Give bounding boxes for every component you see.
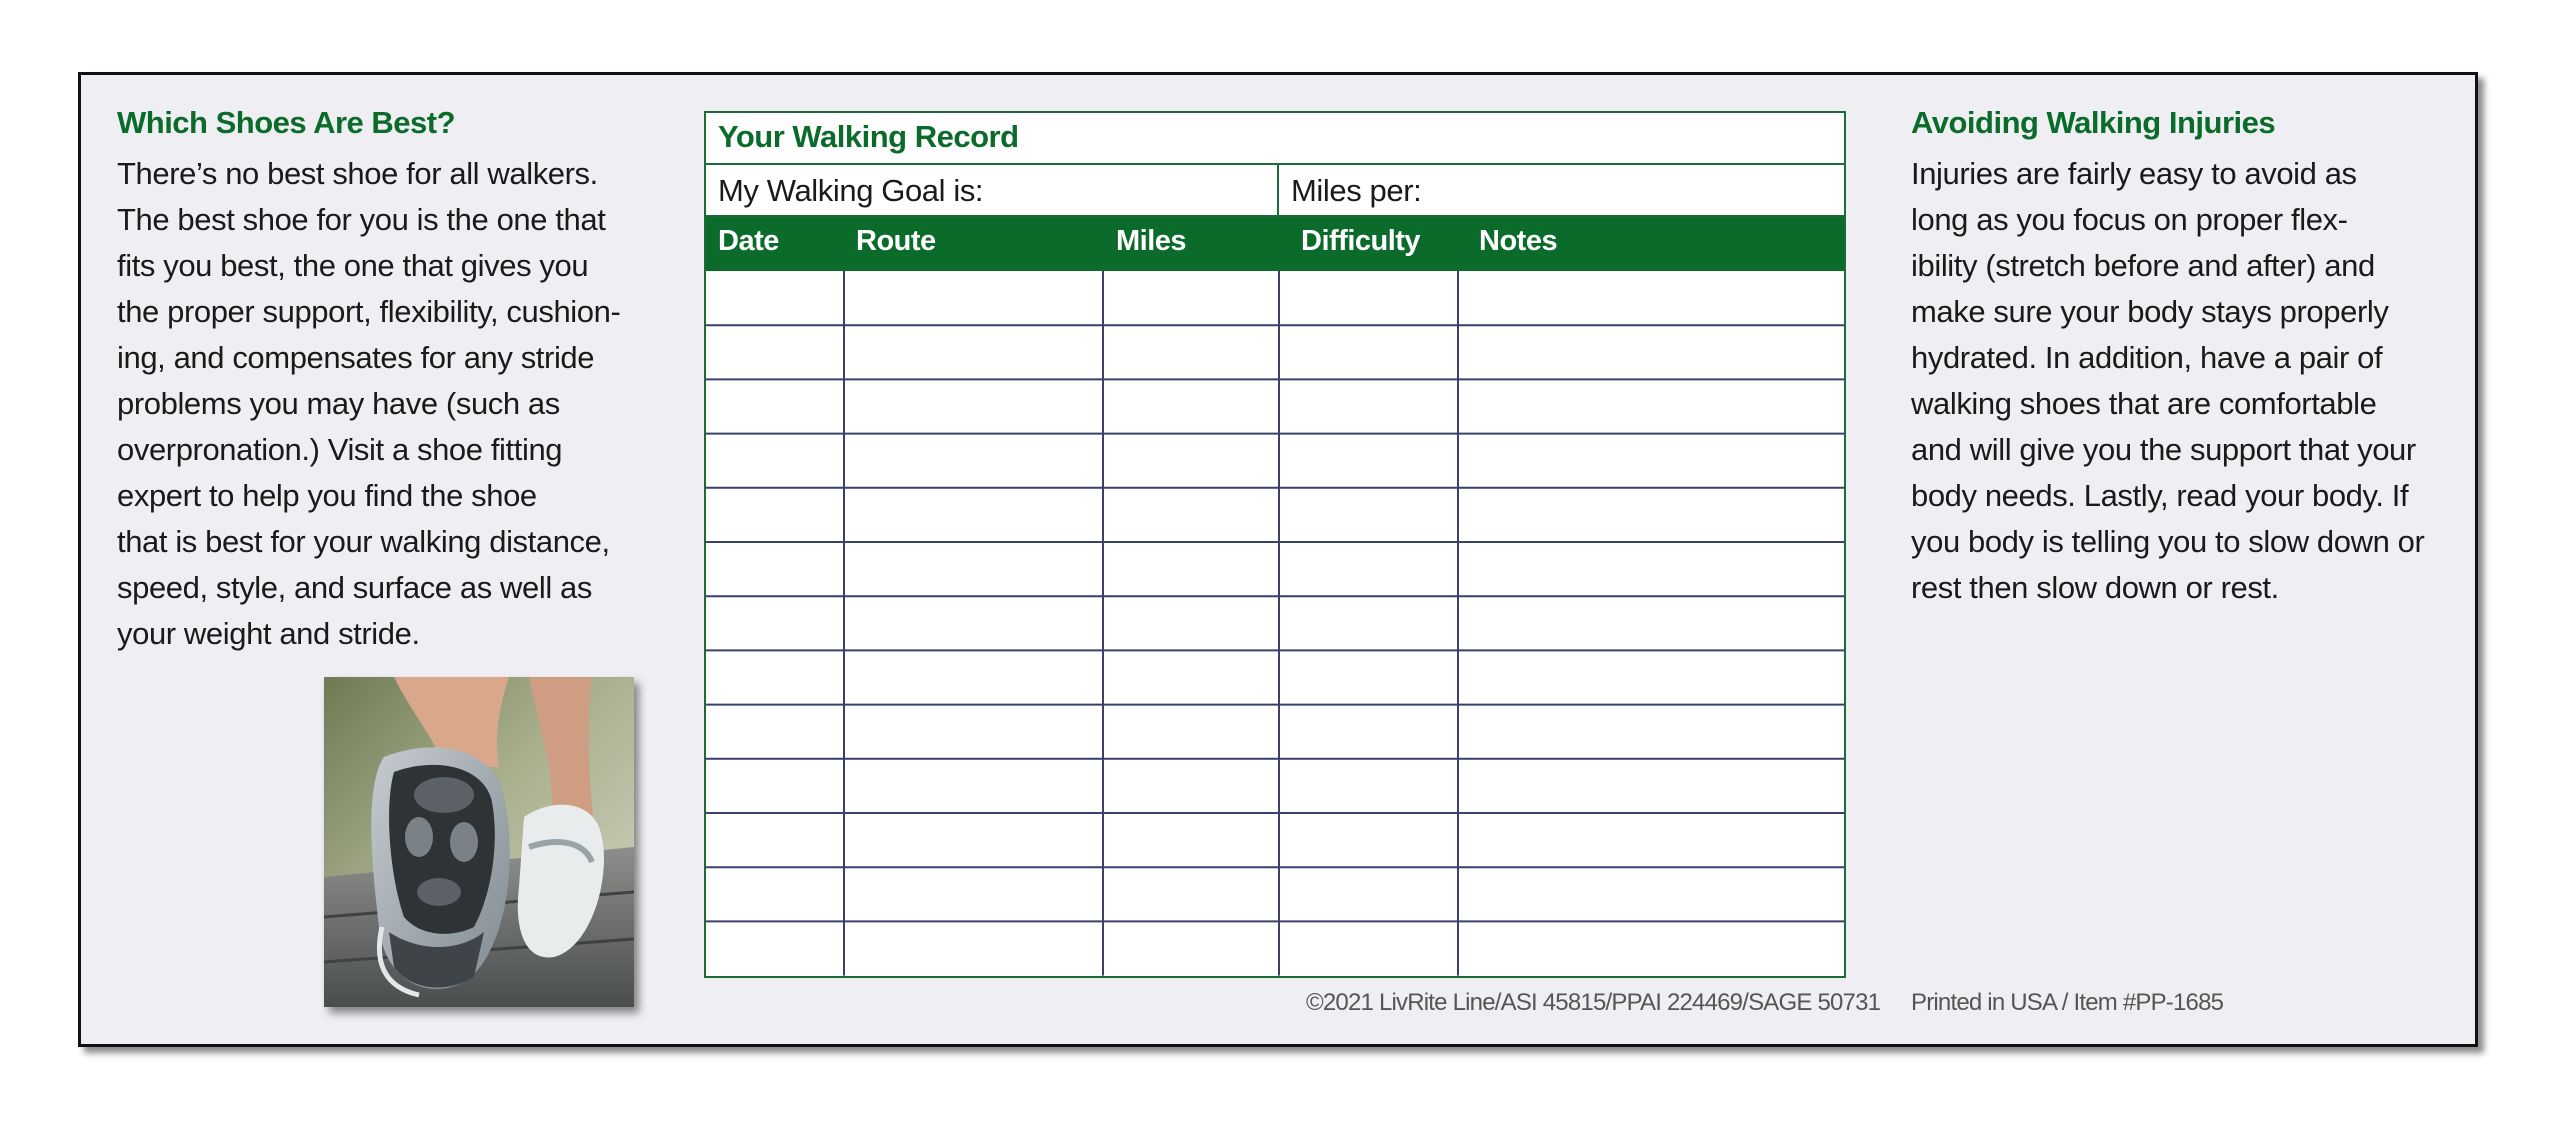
- record-title: Your Walking Record: [718, 119, 1019, 154]
- injuries-line: rest then slow down or rest.: [1911, 570, 2279, 605]
- shoes-line: expert to help you find the shoe: [117, 478, 537, 513]
- injuries-line: make sure your body stays properly: [1911, 294, 2389, 329]
- injuries-line: walking shoes that are comfortable: [1911, 386, 2377, 421]
- injuries-paragraph: [1911, 151, 2424, 611]
- record-cell-notes[interactable]: [1458, 325, 1844, 379]
- record-cell-date[interactable]: [706, 813, 844, 867]
- record-cell-route[interactable]: [844, 921, 1103, 975]
- injuries-line: you body is telling you to slow down or: [1911, 524, 2425, 559]
- walking-shoe-photo: [324, 677, 634, 1007]
- column-header-notes: Notes: [1479, 225, 1558, 257]
- record-cell-notes[interactable]: [1458, 434, 1844, 488]
- record-cell-difficulty[interactable]: [1279, 759, 1458, 813]
- record-cell-date[interactable]: [706, 650, 844, 704]
- shoes-line: problems you may have (such as: [117, 386, 560, 421]
- record-grid: [706, 271, 1844, 976]
- walking-goal-field[interactable]: [706, 165, 1279, 215]
- walking-goal-label: My Walking Goal is:: [718, 173, 984, 208]
- record-cell-route[interactable]: [844, 271, 1103, 325]
- record-cell-route[interactable]: [844, 596, 1103, 650]
- injuries-line: hydrated. In addition, have a pair of: [1911, 340, 2383, 375]
- record-cell-route[interactable]: [844, 488, 1103, 542]
- walking-record-table: [704, 111, 1846, 978]
- record-title-row: [706, 113, 1844, 165]
- record-cell-route[interactable]: [844, 542, 1103, 596]
- shoes-line: The best shoe for you is the one that: [117, 202, 606, 237]
- record-cell-route[interactable]: [844, 434, 1103, 488]
- record-cell-route[interactable]: [844, 379, 1103, 433]
- record-cell-difficulty[interactable]: [1279, 379, 1458, 433]
- record-cell-route[interactable]: [844, 759, 1103, 813]
- record-cell-miles[interactable]: [1103, 705, 1279, 759]
- record-cell-difficulty[interactable]: [1279, 921, 1458, 975]
- record-cell-miles[interactable]: [1103, 379, 1279, 433]
- record-cell-notes[interactable]: [1458, 867, 1844, 921]
- record-cell-date[interactable]: [706, 921, 844, 975]
- shoes-line: fits you best, the one that gives you: [117, 248, 589, 283]
- record-cell-difficulty[interactable]: [1279, 271, 1458, 325]
- record-cell-notes[interactable]: [1458, 705, 1844, 759]
- shoe-illustration: [324, 677, 634, 1007]
- record-cell-notes[interactable]: [1458, 596, 1844, 650]
- shoes-line: ing, and compensates for any stride: [117, 340, 595, 375]
- record-cell-date[interactable]: [706, 271, 844, 325]
- record-cell-miles[interactable]: [1103, 325, 1279, 379]
- record-cell-notes[interactable]: [1458, 271, 1844, 325]
- record-cell-date[interactable]: [706, 759, 844, 813]
- record-cell-miles[interactable]: [1103, 542, 1279, 596]
- record-cell-date[interactable]: [706, 867, 844, 921]
- shoes-line: that is best for your walking distance,: [117, 524, 610, 559]
- injuries-line: body needs. Lastly, read your body. If: [1911, 478, 2409, 513]
- record-cell-difficulty[interactable]: [1279, 542, 1458, 596]
- printed-in-notice: Printed in USA / Item #PP-1685: [1911, 989, 2224, 1016]
- column-header-difficulty: Difficulty: [1301, 225, 1421, 257]
- column-header-date: Date: [718, 225, 779, 257]
- shoes-line: speed, style, and surface as well as: [117, 570, 592, 605]
- record-cell-date[interactable]: [706, 705, 844, 759]
- record-cell-route[interactable]: [844, 813, 1103, 867]
- record-cell-notes[interactable]: [1458, 921, 1844, 975]
- record-cell-notes[interactable]: [1458, 650, 1844, 704]
- record-cell-notes[interactable]: [1458, 813, 1844, 867]
- shoes-heading: Which Shoes Are Best?: [117, 105, 456, 140]
- record-cell-miles[interactable]: [1103, 813, 1279, 867]
- shoes-line: There’s no best shoe for all walkers.: [117, 156, 598, 191]
- record-cell-notes[interactable]: [1458, 488, 1844, 542]
- record-cell-miles[interactable]: [1103, 867, 1279, 921]
- record-cell-miles[interactable]: [1103, 921, 1279, 975]
- injuries-line: ibility (stretch before and after) and: [1911, 248, 2375, 283]
- injuries-line: Injuries are fairly easy to avoid as: [1911, 156, 2357, 191]
- record-cell-miles[interactable]: [1103, 488, 1279, 542]
- record-cell-difficulty[interactable]: [1279, 867, 1458, 921]
- record-cell-miles[interactable]: [1103, 650, 1279, 704]
- injuries-line: long as you focus on proper flex-: [1911, 202, 2348, 237]
- record-cell-date[interactable]: [706, 596, 844, 650]
- copyright-notice: ©2021 LivRite Line/ASI 45815/PPAI 224469/SAGE 50731: [1306, 989, 1881, 1016]
- record-cell-difficulty[interactable]: [1279, 325, 1458, 379]
- record-cell-difficulty[interactable]: [1279, 650, 1458, 704]
- miles-per-label: Miles per:: [1291, 173, 1422, 208]
- shoes-line: your weight and stride.: [117, 616, 420, 651]
- shoes-line: overpronation.) Visit a shoe fitting: [117, 432, 563, 467]
- record-cell-difficulty[interactable]: [1279, 705, 1458, 759]
- record-cell-difficulty[interactable]: [1279, 596, 1458, 650]
- injuries-line: and will give you the support that your: [1911, 432, 2416, 467]
- record-cell-notes[interactable]: [1458, 379, 1844, 433]
- record-cell-date[interactable]: [706, 379, 844, 433]
- record-cell-date[interactable]: [706, 325, 844, 379]
- record-cell-miles[interactable]: [1103, 271, 1279, 325]
- shoes-paragraph: [117, 151, 620, 657]
- record-cell-notes[interactable]: [1458, 542, 1844, 596]
- record-cell-route[interactable]: [844, 705, 1103, 759]
- record-cell-route[interactable]: [844, 650, 1103, 704]
- record-cell-miles[interactable]: [1103, 434, 1279, 488]
- column-header-row: [706, 217, 1844, 271]
- record-cell-notes[interactable]: [1458, 759, 1844, 813]
- walking-record-card: [78, 72, 2478, 1047]
- column-header-miles: Miles: [1116, 225, 1187, 257]
- record-cell-route[interactable]: [844, 867, 1103, 921]
- miles-per-field[interactable]: [1279, 165, 1844, 215]
- shoes-line: the proper support, flexibility, cushion-: [117, 294, 621, 329]
- record-cell-difficulty[interactable]: [1279, 434, 1458, 488]
- record-cell-difficulty[interactable]: [1279, 813, 1458, 867]
- goal-row: [706, 165, 1844, 217]
- record-cell-date[interactable]: [706, 488, 844, 542]
- record-grid-lines: [706, 271, 1844, 978]
- record-cell-date[interactable]: [706, 542, 844, 596]
- record-cell-route[interactable]: [844, 325, 1103, 379]
- injuries-heading: Avoiding Walking Injuries: [1911, 105, 2276, 140]
- column-header-route: Route: [856, 225, 936, 257]
- record-cell-miles[interactable]: [1103, 596, 1279, 650]
- record-cell-difficulty[interactable]: [1279, 488, 1458, 542]
- record-cell-miles[interactable]: [1103, 759, 1279, 813]
- record-cell-date[interactable]: [706, 434, 844, 488]
